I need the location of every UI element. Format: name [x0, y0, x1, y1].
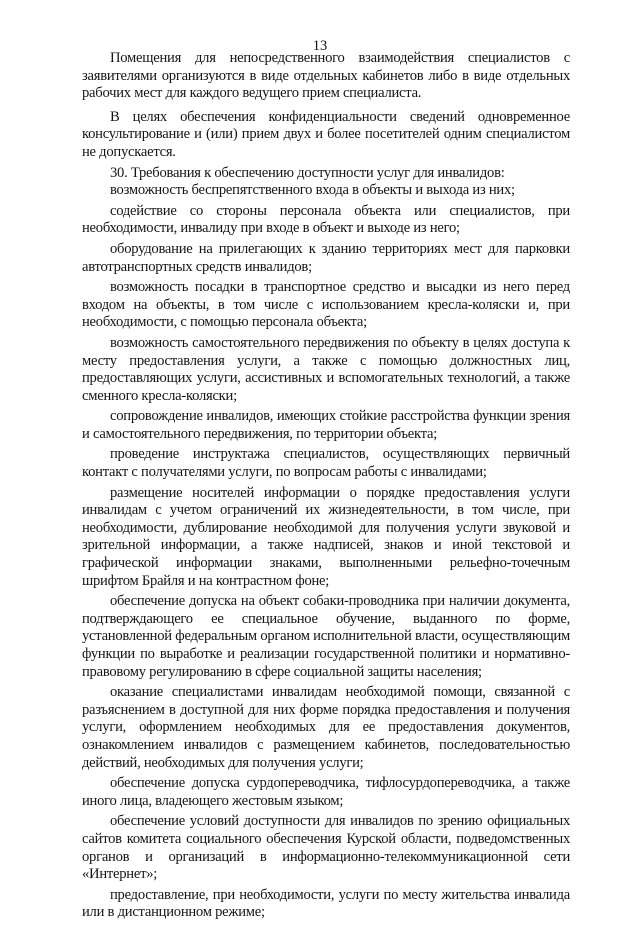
- list-item-website-accessibility: обеспечение условий доступности для инвалидов по зрению официальных сайтов комитета социального обеспечения Курской области, подведомственных органов и организаций в информационно-телекоммуникационной сети «Интернет»;: [82, 813, 570, 883]
- list-item-vehicle-boarding: возможность посадки в транспортное средство и высадки из него перед входом на объекты, в том числе с использованием кресла-коляски и, при необходимости, с помощью персонала объекта;: [82, 279, 570, 331]
- list-item-parking: оборудование на прилегающих к зданию территориях мест для парковки автотранспортных средств инвалидов;: [82, 240, 570, 275]
- list-item-independent-movement: возможность самостоятельного передвижения по объекту в целях доступа к месту предоставления услуги, а также с помощью должностных лиц, предоставляющих услуги, ассистивных и вспомогательных технологий, а также сменного кресла-коляски;: [82, 334, 570, 404]
- list-item-information-placement: размещение носителей информации о порядке предоставления услуги инвалидам с учетом ограничений их жизнедеятельности, в том числе, при необходимости, дублирование необходимой для получения услуги звуковой и зрительной информации, а также надписей, знаков и иной текстовой и графической информации знаками, выполненными рельефно-точечным шрифтом Брайля и на контрастном фоне;: [82, 484, 570, 589]
- list-item-escort: сопровождение инвалидов, имеющих стойкие расстройства функции зрения и самостоятельного передвижения, по территории объекта;: [82, 408, 570, 442]
- list-item-staff-briefing: проведение инструктажа специалистов, осуществляющих первичный контакт с получателями услуги, по вопросам работы с инвалидами;: [82, 446, 570, 481]
- list-item-guide-dog: обеспечение допуска на объект собаки-проводника при наличии документа, подтверждающего ее специальное обучение, выданного по форме, установленной федеральным органом исполнительной власти, осуществляющим функции по выработке и реализации государственной политики и нормативно-правовому регулированию в сфере социальной защиты населения;: [82, 593, 570, 680]
- list-item-sign-interpreter: обеспечение допуска сурдопереводчика, тифлосурдопереводчика, а также иного лица, владеющего жестовым языком;: [82, 775, 570, 809]
- paragraph-confidentiality: В целях обеспечения конфиденциальности сведений одновременное консультирование и (или) прием двух и более посетителей одним специалистом не допускается.: [82, 108, 570, 160]
- list-item-staff-assistance: содействие со стороны персонала объекта или специалистов, при необходимости, инвалиду при входе в объект и выходе из него;: [82, 202, 570, 237]
- page-number: 13: [312, 38, 328, 54]
- list-item-remote-service: предоставление, при необходимости, услуги по месту жительства инвалида или в дистанционном режиме;: [82, 886, 570, 921]
- list-item-specialist-help: оказание специалистами инвалидам необходимой помощи, связанной с разъяснением в доступной для них форме порядка предоставления и получения услуги, оформлением необходимых для ее предоставления документов, ознакомлением инвалидов с размещением кабинетов, последовательностью действий, необходимых для получения услуги;: [82, 684, 570, 771]
- paragraph-accessibility-heading: 30. Требования к обеспечению доступности услуг для инвалидов:: [110, 164, 505, 181]
- list-item-entrance: возможность беспрепятственного входа в объекты и выхода из них;: [110, 182, 515, 199]
- paragraph-premises: Помещения для непосредственного взаимодействия специалистов с заявителями организуются в виде отдельных кабинетов либо в виде отдельных рабочих мест для каждого ведущего прием специалиста.: [82, 50, 570, 102]
- document-body: [82, 50, 570, 925]
